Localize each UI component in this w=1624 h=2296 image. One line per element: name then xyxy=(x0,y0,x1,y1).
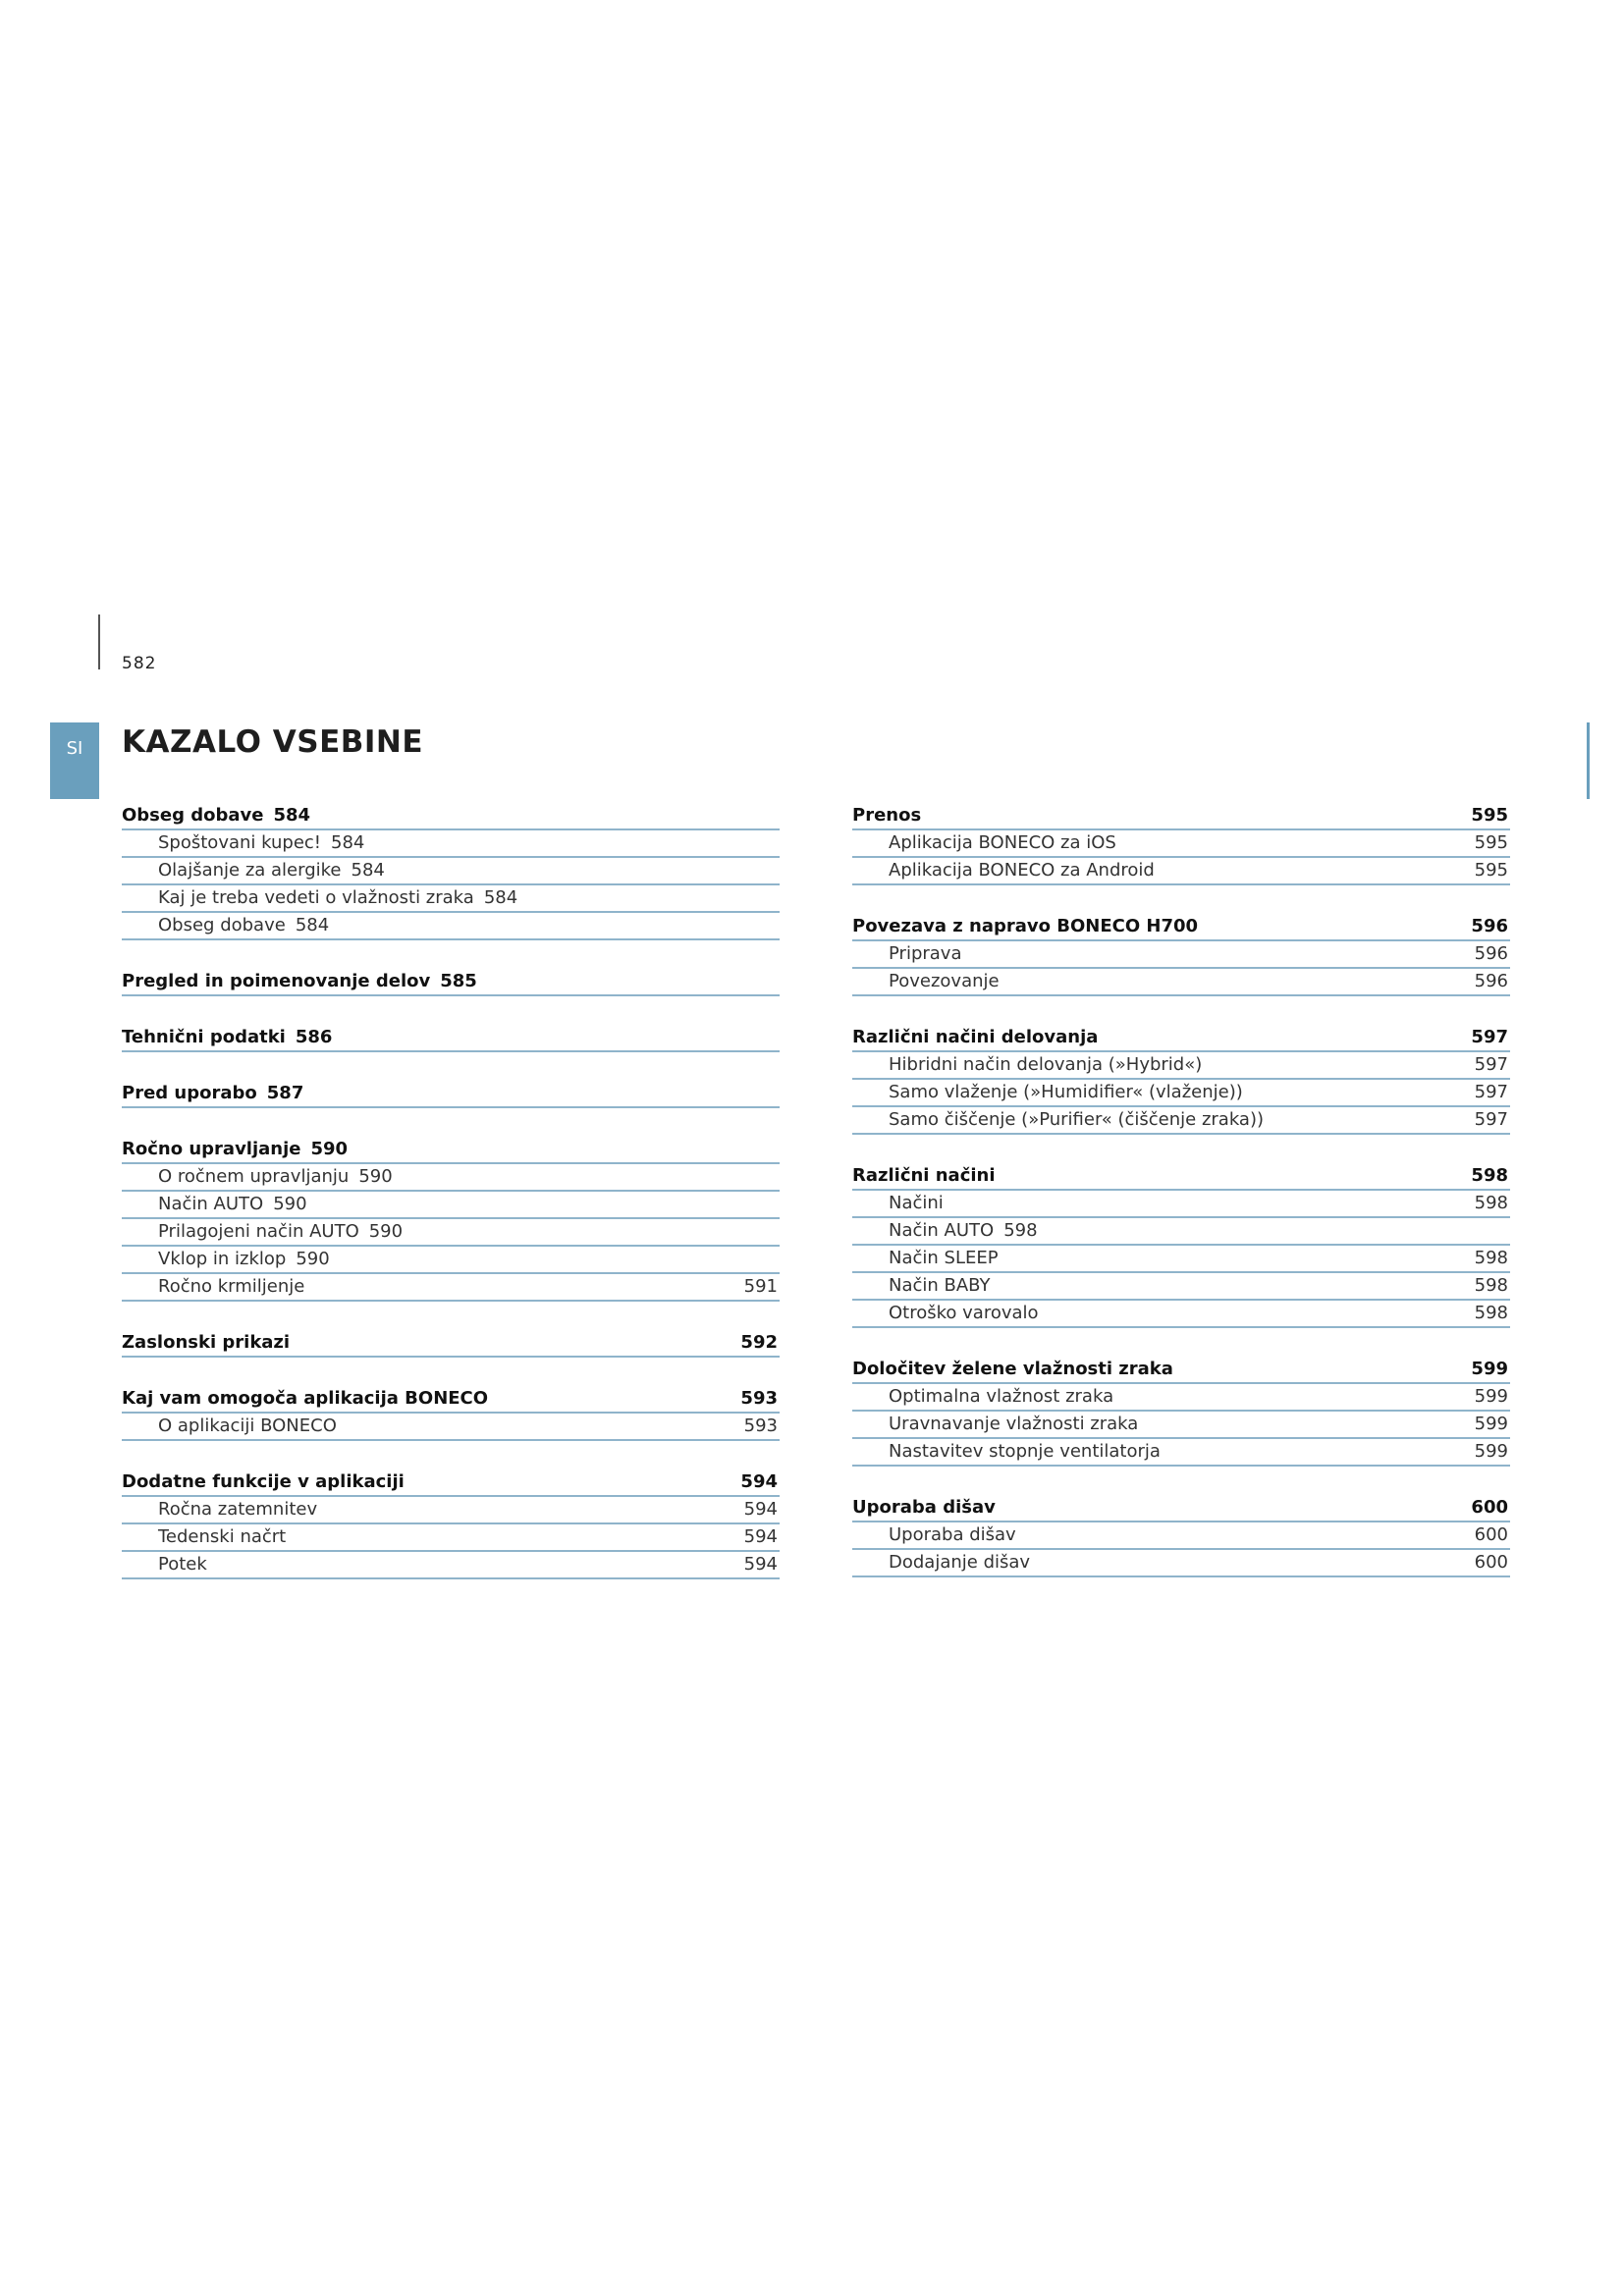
toc-entry-otrosko-varovalo[interactable] xyxy=(852,1301,1510,1328)
toc-section-title: Dodatne funkcije v aplikaciji xyxy=(122,1471,405,1492)
toc-entry-label: Uravnavanje vlažnosti zraka xyxy=(889,1414,1139,1434)
toc-page-number: 584 xyxy=(331,832,365,853)
toc-page-number: 594 xyxy=(743,1554,778,1575)
toc-section-title: Kaj vam omogoča aplikacija BONECO xyxy=(122,1388,489,1409)
toc-page-number: 591 xyxy=(743,1276,778,1297)
toc-page-number: 599 xyxy=(1474,1414,1508,1434)
toc-page-number: 594 xyxy=(743,1499,778,1520)
toc-page-number: 586 xyxy=(295,1027,333,1047)
toc-entry-label: Uporaba dišav xyxy=(889,1524,1016,1545)
toc-entry-optimalna-vlaznost-zraka[interactable] xyxy=(852,1384,1510,1412)
toc-page-number: 599 xyxy=(1471,1359,1508,1379)
toc-entry-label: Aplikacija BONECO za iOS xyxy=(889,832,1116,853)
toc-entry-label: Hibridni način delovanja (»Hybrid«) xyxy=(889,1054,1203,1075)
toc-section-group xyxy=(122,1081,780,1108)
toc-entry-tedenski-nacrt[interactable] xyxy=(122,1524,780,1552)
toc-page-number: 590 xyxy=(296,1249,330,1269)
toc-page-number: 594 xyxy=(740,1471,778,1492)
toc-entry-obseg-dobave[interactable] xyxy=(122,913,780,940)
toc-entry-nacin-auto[interactable] xyxy=(122,1192,780,1219)
toc-entry-label: Obseg dobave 584 xyxy=(158,915,330,935)
toc-entry-label: Prilagojeni način AUTO 590 xyxy=(158,1221,404,1242)
toc-page-number: 585 xyxy=(440,971,477,991)
toc-section-uporaba-disav[interactable] xyxy=(852,1495,1510,1522)
toc-section-prenos[interactable] xyxy=(852,803,1510,830)
toc-entry-label: Samo čiščenje (»Purifier« (čiščenje zraka)) xyxy=(889,1109,1264,1130)
toc-entry-nacin-auto[interactable] xyxy=(852,1218,1510,1246)
toc-entry-aplikacija-boneco-za-ios[interactable] xyxy=(852,830,1510,858)
toc-section-group xyxy=(852,914,1510,996)
toc-section-pregled-in-poimenovanje-delov[interactable] xyxy=(122,969,780,996)
toc-page-number: 600 xyxy=(1474,1524,1508,1545)
toc-section-group xyxy=(852,1495,1510,1577)
toc-page-number: 590 xyxy=(273,1194,307,1214)
toc-page-number: 596 xyxy=(1471,916,1508,936)
toc-entry-label: Povezovanje xyxy=(889,971,1000,991)
toc-section-title: Prenos xyxy=(852,805,922,826)
toc-section-obseg-dobave[interactable] xyxy=(122,803,780,830)
toc-page-number: 597 xyxy=(1474,1054,1508,1075)
toc-entry-nacin-baby[interactable] xyxy=(852,1273,1510,1301)
toc-section-title: Pregled in poimenovanje delov 585 xyxy=(122,971,477,991)
toc-section-title: Različni načini delovanja xyxy=(852,1027,1099,1047)
toc-entry-label: Optimalna vlažnost zraka xyxy=(889,1386,1114,1407)
toc-entry-uporaba-disav[interactable] xyxy=(852,1522,1510,1550)
toc-entry-label: Otroško varovalo xyxy=(889,1303,1039,1323)
page-number-divider xyxy=(98,614,100,669)
toc-page-number: 598 xyxy=(1474,1275,1508,1296)
right-margin-marker xyxy=(1587,722,1590,799)
toc-entry-label: Potek xyxy=(158,1554,207,1575)
toc-page-number: 584 xyxy=(273,805,311,826)
toc-entry-uravnavanje-vlaznosti-zraka[interactable] xyxy=(852,1412,1510,1439)
toc-section-title: Pred uporabo 587 xyxy=(122,1083,304,1103)
toc-entry-label: Način SLEEP xyxy=(889,1248,999,1268)
toc-page-number: 598 xyxy=(1474,1193,1508,1213)
toc-entry-potek[interactable] xyxy=(122,1552,780,1579)
toc-section-title: Uporaba dišav xyxy=(852,1497,996,1518)
toc-section-povezava-z-napravo-boneco-h700[interactable] xyxy=(852,914,1510,941)
toc-page-number: 592 xyxy=(740,1332,778,1353)
toc-section-group xyxy=(122,1137,780,1302)
toc-entry-label: Samo vlaženje (»Humidifier« (vlaženje)) xyxy=(889,1082,1243,1102)
toc-section-group xyxy=(122,969,780,996)
toc-page-number: 598 xyxy=(1474,1303,1508,1323)
toc-entry-povezovanje[interactable] xyxy=(852,969,1510,996)
toc-entry-label: Načini xyxy=(889,1193,944,1213)
toc-entry-label: Način BABY xyxy=(889,1275,991,1296)
toc-page-number: 593 xyxy=(740,1388,778,1409)
toc-section-group xyxy=(122,1469,780,1579)
toc-entry-label: Ročno krmiljenje xyxy=(158,1276,305,1297)
toc-page-number: 595 xyxy=(1471,805,1508,826)
toc-section-tehnicni-podatki[interactable] xyxy=(122,1025,780,1052)
toc-entry-rocno-krmiljenje[interactable] xyxy=(122,1274,780,1302)
page-title: KAZALO VSEBINE xyxy=(122,724,424,760)
toc-section-kaj-vam-omogoca-aplikacija-boneco[interactable] xyxy=(122,1386,780,1414)
toc-section-razlicni-nacini-delovanja[interactable] xyxy=(852,1025,1510,1052)
toc-page-number: 600 xyxy=(1474,1552,1508,1573)
toc-section-group xyxy=(122,803,780,940)
toc-page-number: 590 xyxy=(310,1139,349,1159)
toc-section-zaslonski-prikazi[interactable] xyxy=(122,1330,780,1358)
toc-page-number: 584 xyxy=(483,887,518,908)
toc-section-group xyxy=(852,1163,1510,1328)
toc-page-number: 584 xyxy=(351,860,385,881)
toc-page-number: 598 xyxy=(1471,1165,1508,1186)
toc-right-column xyxy=(852,803,1510,1606)
toc-page-number: 595 xyxy=(1474,832,1508,853)
toc-page-number: 594 xyxy=(743,1526,778,1547)
toc-section-title: Določitev želene vlažnosti zraka xyxy=(852,1359,1173,1379)
language-code: SI xyxy=(66,738,83,759)
toc-section-group xyxy=(122,1330,780,1358)
toc-section-title: Tehnični podatki 586 xyxy=(122,1027,333,1047)
toc-page-number: 595 xyxy=(1474,860,1508,881)
toc-section-rocno-upravljanje[interactable] xyxy=(122,1137,780,1164)
toc-entry-kaj-je-treba-vedeti-o-vlaznosti-zraka[interactable] xyxy=(122,885,780,913)
toc-entry-label: Način AUTO 590 xyxy=(158,1194,307,1214)
toc-entry-samo-ciscenje-purifier-ciscenje-zraka[interactable] xyxy=(852,1107,1510,1135)
toc-section-group xyxy=(122,1025,780,1052)
toc-entry-samo-vlazenje-humidifier-vlazenje[interactable] xyxy=(852,1080,1510,1107)
toc-section-title: Ročno upravljanje 590 xyxy=(122,1139,349,1159)
toc-page-number: 587 xyxy=(266,1083,304,1103)
toc-entry-prilagojeni-nacin-auto[interactable] xyxy=(122,1219,780,1247)
toc-entry-label: Dodajanje dišav xyxy=(889,1552,1031,1573)
toc-section-razlicni-nacini[interactable] xyxy=(852,1163,1510,1191)
toc-section-title: Obseg dobave 584 xyxy=(122,805,311,826)
toc-page-number: 596 xyxy=(1474,943,1508,964)
toc-entry-rocna-zatemnitev[interactable] xyxy=(122,1497,780,1524)
toc-entry-vklop-in-izklop[interactable] xyxy=(122,1247,780,1274)
toc-section-title: Povezava z napravo BONECO H700 xyxy=(852,916,1199,936)
toc-entry-label: Kaj je treba vedeti o vlažnosti zraka 584 xyxy=(158,887,518,908)
toc-entry-label: Aplikacija BONECO za Android xyxy=(889,860,1155,881)
toc-left-column xyxy=(122,803,780,1608)
toc-page-number: 597 xyxy=(1474,1109,1508,1130)
toc-section-dolocitev-zelene-vlaznosti-zraka[interactable] xyxy=(852,1357,1510,1384)
toc-entry-nacini[interactable] xyxy=(852,1191,1510,1218)
toc-page-number: 598 xyxy=(1474,1248,1508,1268)
toc-section-group xyxy=(852,1357,1510,1467)
toc-section-group xyxy=(852,803,1510,885)
toc-section-title: Zaslonski prikazi xyxy=(122,1332,291,1353)
toc-page-number: 596 xyxy=(1474,971,1508,991)
toc-page-number: 598 xyxy=(1003,1220,1038,1241)
toc-page-number: 590 xyxy=(358,1166,393,1187)
toc-section-dodatne-funkcije-v-aplikaciji[interactable] xyxy=(122,1469,780,1497)
toc-entry-label: Način AUTO 598 xyxy=(889,1220,1038,1241)
toc-page-number: 599 xyxy=(1474,1386,1508,1407)
toc-section-group xyxy=(852,1025,1510,1135)
toc-entry-label: Olajšanje za alergike 584 xyxy=(158,860,385,881)
toc-entry-o-aplikaciji-boneco[interactable] xyxy=(122,1414,780,1441)
toc-page-number: 584 xyxy=(295,915,330,935)
toc-page-number: 593 xyxy=(743,1415,778,1436)
toc-page-number: 597 xyxy=(1471,1027,1508,1047)
toc-entry-nacin-sleep[interactable] xyxy=(852,1246,1510,1273)
toc-entry-label: O ročnem upravljanju 590 xyxy=(158,1166,393,1187)
toc-entry-label: Vklop in izklop 590 xyxy=(158,1249,330,1269)
toc-entry-olajsanje-za-alergike[interactable] xyxy=(122,858,780,885)
toc-section-pred-uporabo[interactable] xyxy=(122,1081,780,1108)
language-tab xyxy=(50,722,99,799)
toc-page-number: 600 xyxy=(1471,1497,1508,1518)
toc-page-number: 599 xyxy=(1474,1441,1508,1462)
toc-entry-priprava[interactable] xyxy=(852,941,1510,969)
toc-entry-nastavitev-stopnje-ventilatorja[interactable] xyxy=(852,1439,1510,1467)
toc-entry-label: Spoštovani kupec! 584 xyxy=(158,832,365,853)
toc-page-number: 597 xyxy=(1474,1082,1508,1102)
toc-entry-label: O aplikaciji BONECO xyxy=(158,1415,337,1436)
toc-section-group xyxy=(122,1386,780,1441)
toc-entry-label: Tedenski načrt xyxy=(158,1526,287,1547)
toc-entry-o-rocnem-upravljanju[interactable] xyxy=(122,1164,780,1192)
toc-entry-spostovani-kupec[interactable] xyxy=(122,830,780,858)
page-number: 582 xyxy=(122,654,157,673)
toc-entry-label: Ročna zatemnitev xyxy=(158,1499,318,1520)
toc-entry-hibridni-nacin-delovanja-hybrid[interactable] xyxy=(852,1052,1510,1080)
toc-entry-label: Nastavitev stopnje ventilatorja xyxy=(889,1441,1161,1462)
toc-page-number: 590 xyxy=(368,1221,404,1242)
toc-section-title: Različni načini xyxy=(852,1165,996,1186)
toc-entry-dodajanje-disav[interactable] xyxy=(852,1550,1510,1577)
toc-entry-label: Priprava xyxy=(889,943,962,964)
toc-entry-aplikacija-boneco-za-android[interactable] xyxy=(852,858,1510,885)
